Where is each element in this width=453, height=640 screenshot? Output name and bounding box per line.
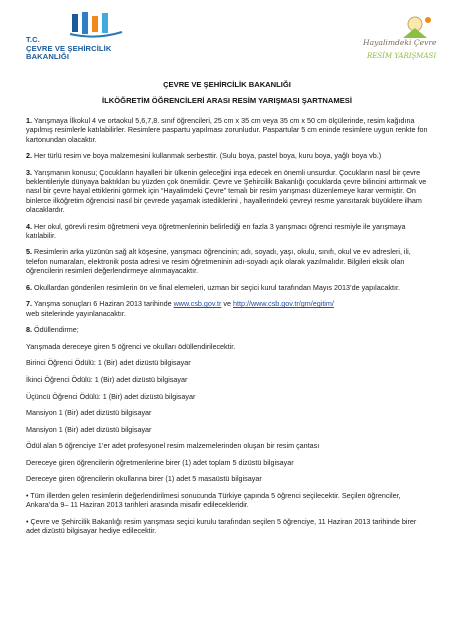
ministry-line-1: T.C.	[26, 35, 40, 44]
ministry-name	[26, 36, 111, 62]
note-selection: • Tüm illerden gelen resimlerin değerlendirilmesi sonucunda Türkiye çapında 5 öğrenci seçilecektir. Seçilen öğrenciler, Ankara’da 9– 11 Haziran 2013 tarihleri arasında misafir edilecekleridir.	[26, 491, 401, 510]
csb-website-link[interactable]: www.csb.gov.tr	[173, 299, 222, 309]
paragraph-3-number: 3.	[26, 167, 32, 177]
paragraph-7-number: 7.	[26, 299, 32, 309]
note-gift: • Çevre ve Şehircilik Bakanlığı resim yarışması seçici kurulu tarafından seçilen 5 öğrenciye, 11 Haziran 2013 tarihinde birer adet dizüstü bilgisayar hediye edilecektir.	[26, 516, 417, 536]
paragraph-3-text: Yarışmanın konusu; Çocukların hayalleri bir ülkenin geleceğini inşa edecek en önemli unsurdur. Çocukların nasıl bir çevre beklentileriyle dünyaya baktıkları bu yüzden çok önemlidir. Çevre ve Şehircilik Bakanlığı çocuklarda çevre bilincini arttırmak ve nasıl bir çevre hayal ettiklerini görmek için “Hayalimdeki Çevre” temalı bir resim yarışması düzenlemeye karar vermiştir. On binlerce ilköğretim öğrencisi nasıl bir çevrede yaşamak istediklerini , hayallerindeki çevreyi resme yansıtarak büyüklere ilham olacaklardır.	[26, 167, 427, 214]
paragraph-8-number: 8.	[26, 325, 32, 335]
paragraph-6-text: Okullardan gönderilen resimlerin ön ve final elemeleri, uzman bir seçici kurul tarafından Mayıs 2013’de yapılacaktır.	[34, 282, 400, 292]
paragraph-5-text: Resimlerin arka yüzünün sağ alt köşesine, yarışmacı öğrencinin; adı, soyadı, yaşı, okulu, sınıfı, okul ve ev adresleri, ili, telefon numaraları, elektronik posta adresi ve resim öğretmeninin adı-soyadı açık olarak yazılmalıdır. Bilgileri eksik olan öğrencilerin resimleri değerlendirmeye alınmayacaktır.	[26, 247, 411, 276]
paragraph-6	[26, 283, 428, 292]
award-third: Üçüncü Öğrenci Ödülü: 1 (Bir) adet dizüstü bilgisayar	[26, 391, 196, 401]
award-art-bag: Ödül alan 5 öğrenciye 1’er adet profesyonel resim malzemelerinden oluşan bir resim çantası	[26, 441, 320, 451]
paragraph-2	[26, 151, 428, 160]
award-first: Birinci Öğrenci Ödülü: 1 (Bir) adet dizüstü bilgisayar	[26, 358, 191, 368]
paragraph-5-number: 5.	[26, 247, 32, 257]
document-body	[26, 80, 428, 536]
child-drawing-icon	[395, 14, 435, 40]
ministry-line-3: BAKANLIĞI	[26, 52, 70, 62]
competition-logo-line-1: Hayalimdeki Çevre	[363, 38, 437, 47]
document-title-1: ÇEVRE VE ŞEHİRCİLİK BAKANLIĞI	[163, 80, 291, 89]
ministry-line-2: ÇEVRE VE ŞEHİRCİLİK	[26, 43, 112, 53]
paragraph-4-text: Her okul, görevli resim öğretmeni veya öğretmenlerinin belirlediği en fazla 3 yarışmacı öğrenci resmiyle ile yarışmaya katılabilir.	[26, 221, 406, 240]
award-second: İkinci Öğrenci Ödülü: 1 (Bir) adet dizüstü bilgisayar	[26, 374, 188, 384]
award-schools: Dereceye giren öğrencilerin okullarına birer (1) adet 5 masaüstü bilgisayar	[26, 474, 262, 484]
paragraph-7	[26, 299, 428, 318]
paragraph-1-number: 1.	[26, 116, 32, 125]
egitim-website-link[interactable]: http://www.csb.gov.tr/gm/egitim/	[232, 299, 334, 309]
paragraph-6-number: 6.	[26, 282, 32, 292]
ministry-emblem-icon	[66, 10, 126, 38]
award-mention-1: Mansiyon 1 (Bir) adet dizüstü bilgisayar	[26, 408, 152, 418]
competition-logo-line-2: RESİM YARIŞMASI	[367, 52, 437, 60]
paragraph-2-text: Her türlü resim ve boya malzemesini kullanmak serbesttir. (Sulu boya, pastel boya, kuru boya, yağlı boya vb.)	[34, 151, 382, 161]
paragraph-7-text-c: web sitelerinde yayınlanacaktır.	[26, 308, 126, 318]
paragraph-2-number: 2.	[26, 151, 32, 161]
award-teachers: Dereceye giren öğrencilerin öğretmenlerine birer (1) adet toplam 5 dizüstü bilgisayar	[26, 457, 294, 467]
ministry-logo	[26, 10, 136, 70]
paragraph-4	[26, 222, 428, 241]
paragraph-1	[26, 116, 428, 144]
competition-logo	[361, 14, 439, 72]
awards-intro: Yarışmada dereceye giren 5 öğrenci ve okulları ödüllendirilecektir.	[26, 341, 236, 351]
paragraph-1-text: Yarışmaya İlkokul 4 ve ortaokul 5,6,7,8. sınıf öğrencileri, 25 cm x 35 cm veya 35 cm x 50 cm ölçülerinde, resim kağıdına yapılmış resimlerle katılabilirler. Resimlere paspartu yapılması zorunludur. Paspartular 5 cm eninde resimlere uygun renkte fon kartonundan olacaktır.	[26, 116, 428, 144]
paragraph-4-number: 4.	[26, 221, 32, 231]
paragraph-8	[26, 325, 428, 334]
paragraph-7-text-a: Yarışma sonuçları 6 Haziran 2013 tarihinde	[33, 299, 174, 309]
paragraph-5	[26, 247, 428, 275]
paragraph-8-text: Ödüllendirme;	[34, 325, 79, 335]
paragraph-7-text-b: ve	[221, 299, 233, 309]
paragraph-3	[26, 168, 428, 214]
document-title-2: İLKÖĞRETİM ÖĞRENCİLERİ ARASI RESİM YARIŞMASI ŞARTNAMESİ	[102, 96, 352, 105]
award-mention-2: Mansiyon 1 (Bir) adet dizüstü bilgisayar	[26, 424, 152, 434]
